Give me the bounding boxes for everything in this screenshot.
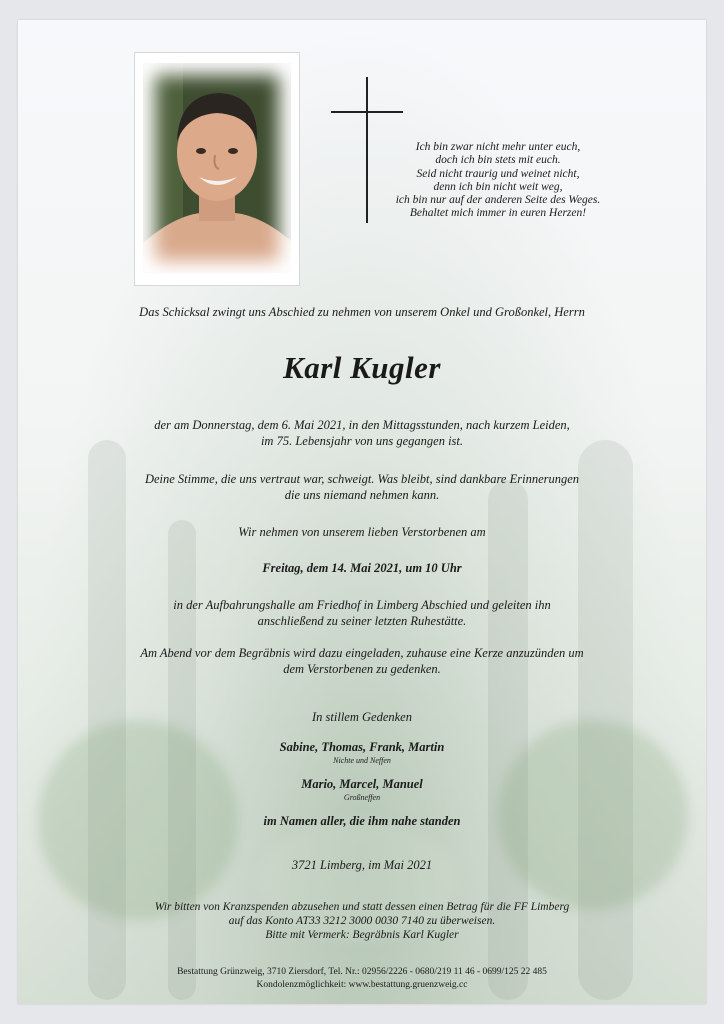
verse-line: doch ich bin stets mit euch. [435,154,561,167]
mourner-relation: Großneffen [343,793,381,802]
footer-contact: Bestattung Grünzweig, 3710 Ziersdorf, Tel. Nr.: 02956/2226 - 0680/219 11 46 - 0699/125 22 485 [177,967,547,977]
farewell-date: Freitag, dem 14. Mai 2021, um 10 Uhr [262,561,462,575]
portrait-photo-frame [134,52,300,286]
death-line: der am Donnerstag, dem 6. Mai 2021, in den Mittagsstunden, nach kurzem Leiden, [154,418,570,432]
deceased-name: Karl Kugler [283,350,441,385]
footer-website: Kondolenzmöglichkeit: www.bestattung.gruenzweig.cc [256,979,468,990]
verse-line: Ich bin zwar nicht mehr unter euch, [415,141,581,153]
memory-line: Deine Stimme, die uns vertraut war, schweigt. Was bleibt, sind dankbare Erinnerungen [144,472,580,486]
evening-line: Am Abend vor dem Begräbnis wird dazu eingeladen, zuhause eine Kerze anzuzünden um [140,646,584,660]
portrait-photo [143,63,291,273]
mourner-names: Mario, Marcel, Manuel [301,777,423,791]
obituary-sheet [18,20,706,1004]
mourner-relation: Nichte und Neffen [333,756,391,765]
funeral-home-footer [78,966,646,991]
place-date: 3721 Limberg, im Mai 2021 [291,858,433,872]
verse-line: ich bin nur auf der anderen Seite des Weges. [395,194,601,207]
on-behalf-text: im Namen aller, die ihm nahe standen [263,814,461,828]
evening-line: dem Verstorbenen zu gedenken. [283,661,441,676]
death-notice [78,418,646,449]
obituary-content [18,20,706,1004]
verse-line: Behaltet mich immer in euren Herzen! [409,207,587,220]
farewell-place [78,598,646,629]
cross-icon-bar [331,111,403,113]
donation-line: Wir bitten von Kranzspenden abzusehen und statt dessen einen Betrag für die FF Limberg [154,901,570,913]
verse-line: denn ich bin nicht weit weg, [433,180,563,193]
intro-text: Das Schicksal zwingt uns Abschied zu nehmen von unserem Onkel und Großonkel, Herrn [139,305,585,319]
mourner-names: Sabine, Thomas, Frank, Martin [279,740,445,754]
farewell-intro: Wir nehmen von unserem lieben Verstorbenen am [238,525,486,539]
donation-text [78,900,646,942]
memory-text [78,472,646,503]
farewell-place-line: anschließend zu seiner letzten Ruhestätte. [257,613,467,628]
donation-line: Bitte mit Vermerk: Begräbnis Karl Kugler [265,929,459,941]
evening-text [78,646,646,677]
in-memory-heading: In stillem Gedenken [312,710,412,724]
cross-icon [366,77,368,223]
memorial-verse [378,141,618,221]
death-line: im 75. Lebensjahr von uns gegangen ist. [260,433,464,448]
donation-line: auf das Konto AT33 3212 3000 0030 7140 zu überweisen. [228,915,496,927]
memory-line: die uns niemand nehmen kann. [284,487,440,502]
verse-line: Seid nicht traurig und weinet nicht, [416,167,580,180]
farewell-place-line: in der Aufbahrungshalle am Friedhof in Limberg Abschied und geleiten ihn [173,598,551,612]
